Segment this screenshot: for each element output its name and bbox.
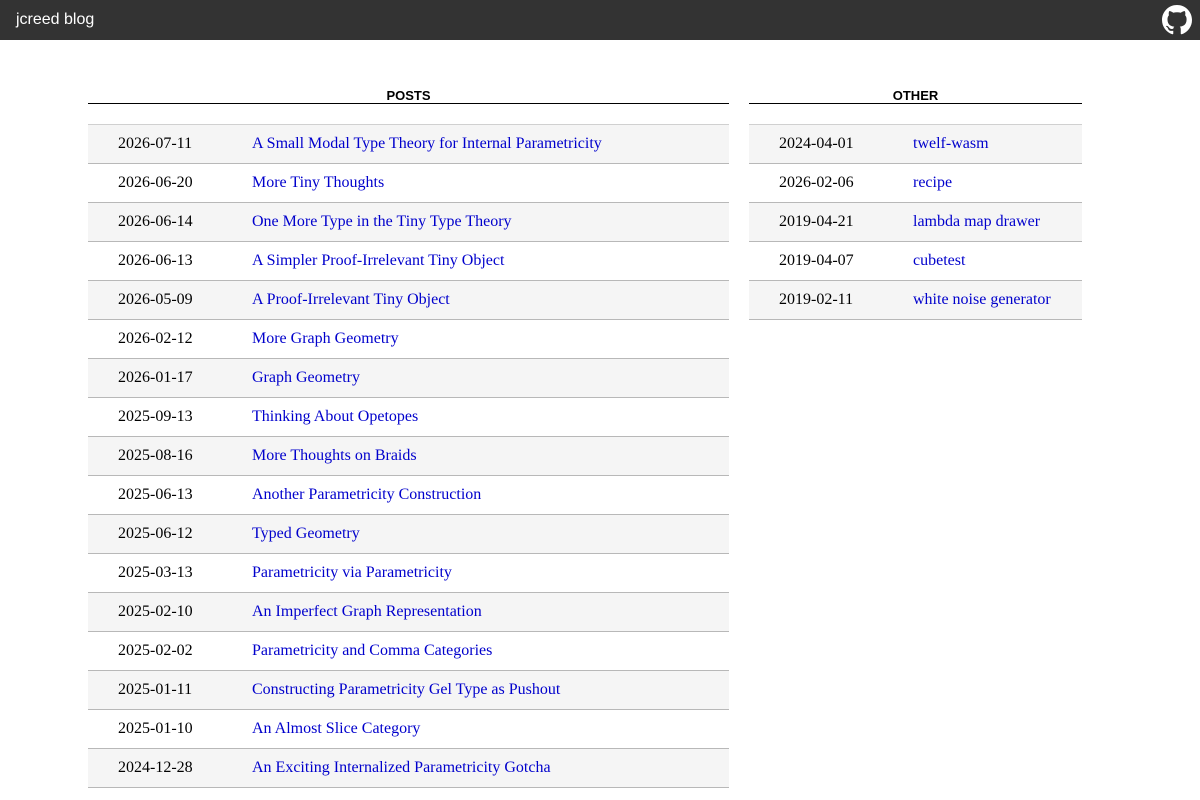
item-title-link[interactable]: An Exciting Internalized Parametricity Gotcha <box>252 759 551 776</box>
item-date: 2026-02-12 <box>118 330 193 347</box>
item-title-link[interactable]: More Graph Geometry <box>252 330 399 347</box>
item-title-link[interactable]: Constructing Parametricity Gel Type as Pushout <box>252 681 561 698</box>
item-title-link[interactable]: Another Parametricity Construction <box>252 486 482 503</box>
other-list <box>749 124 1082 320</box>
item-date: 2026-06-14 <box>118 213 193 230</box>
item-title-link[interactable]: Parametricity and Comma Categories <box>252 642 493 659</box>
list-item <box>88 515 729 554</box>
list-item <box>749 242 1082 281</box>
posts-panel <box>88 88 729 788</box>
item-date: 2026-06-13 <box>118 252 193 269</box>
item-date: 2025-02-10 <box>118 603 193 620</box>
list-item <box>88 476 729 515</box>
item-date: 2025-01-10 <box>118 720 193 737</box>
list-item <box>88 593 729 632</box>
item-date: 2025-06-12 <box>118 525 193 542</box>
item-title-link[interactable]: white noise generator <box>913 291 1051 308</box>
item-date: 2025-03-13 <box>118 564 193 581</box>
item-title-link[interactable]: A Small Modal Type Theory for Internal Parametricity <box>252 135 602 152</box>
item-title-link[interactable]: Graph Geometry <box>252 369 360 386</box>
item-date: 2025-08-16 <box>118 447 193 464</box>
item-date: 2025-06-13 <box>118 486 193 503</box>
item-date: 2026-02-06 <box>779 174 854 191</box>
list-item <box>88 203 729 242</box>
posts-list <box>88 124 729 788</box>
list-item <box>88 710 729 749</box>
item-date: 2026-05-09 <box>118 291 193 308</box>
item-date: 2024-04-01 <box>779 135 854 152</box>
item-title-link[interactable]: A Simpler Proof-Irrelevant Tiny Object <box>252 252 505 269</box>
list-item <box>88 437 729 476</box>
other-panel <box>749 88 1082 320</box>
other-heading: OTHER <box>749 88 1082 104</box>
item-title-link[interactable]: recipe <box>913 174 953 191</box>
github-icon-graphic <box>1162 5 1192 35</box>
item-title-link[interactable]: Parametricity via Parametricity <box>252 564 452 581</box>
item-title-link[interactable]: An Imperfect Graph Representation <box>252 603 482 620</box>
item-date: 2025-01-11 <box>118 681 193 698</box>
list-item <box>749 281 1082 320</box>
item-date: 2019-02-11 <box>779 291 854 308</box>
list-item <box>88 125 729 164</box>
item-date: 2019-04-21 <box>779 213 854 230</box>
item-title-link[interactable]: An Almost Slice Category <box>252 720 421 737</box>
item-date: 2024-12-28 <box>118 759 193 776</box>
item-date: 2026-06-20 <box>118 174 193 191</box>
list-item <box>88 320 729 359</box>
list-item <box>88 359 729 398</box>
list-item <box>88 164 729 203</box>
list-item <box>88 242 729 281</box>
site-title-link[interactable]: jcreed blog <box>16 11 95 28</box>
item-date: 2026-07-11 <box>118 135 193 152</box>
list-item <box>88 398 729 437</box>
item-title-link[interactable]: twelf-wasm <box>913 135 989 152</box>
list-item <box>749 125 1082 164</box>
top-bar <box>0 0 1200 40</box>
item-date: 2025-09-13 <box>118 408 193 425</box>
github-icon[interactable] <box>1162 5 1192 35</box>
list-item <box>88 632 729 671</box>
item-date: 2019-04-07 <box>779 252 854 269</box>
item-title-link[interactable]: cubetest <box>913 252 966 269</box>
list-item <box>88 281 729 320</box>
list-item <box>88 671 729 710</box>
item-title-link[interactable]: Thinking About Opetopes <box>252 408 419 425</box>
posts-heading: POSTS <box>88 88 729 104</box>
item-title-link[interactable]: A Proof-Irrelevant Tiny Object <box>252 291 450 308</box>
list-item <box>749 164 1082 203</box>
item-title-link[interactable]: Typed Geometry <box>252 525 360 542</box>
list-item <box>88 749 729 788</box>
item-title-link[interactable]: One More Type in the Tiny Type Theory <box>252 213 512 230</box>
item-title-link[interactable]: More Thoughts on Braids <box>252 447 417 464</box>
item-title-link[interactable]: More Tiny Thoughts <box>252 174 385 191</box>
list-item <box>749 203 1082 242</box>
list-item <box>88 554 729 593</box>
item-title-link[interactable]: lambda map drawer <box>913 213 1041 230</box>
item-date: 2025-02-02 <box>118 642 193 659</box>
item-date: 2026-01-17 <box>118 369 193 386</box>
